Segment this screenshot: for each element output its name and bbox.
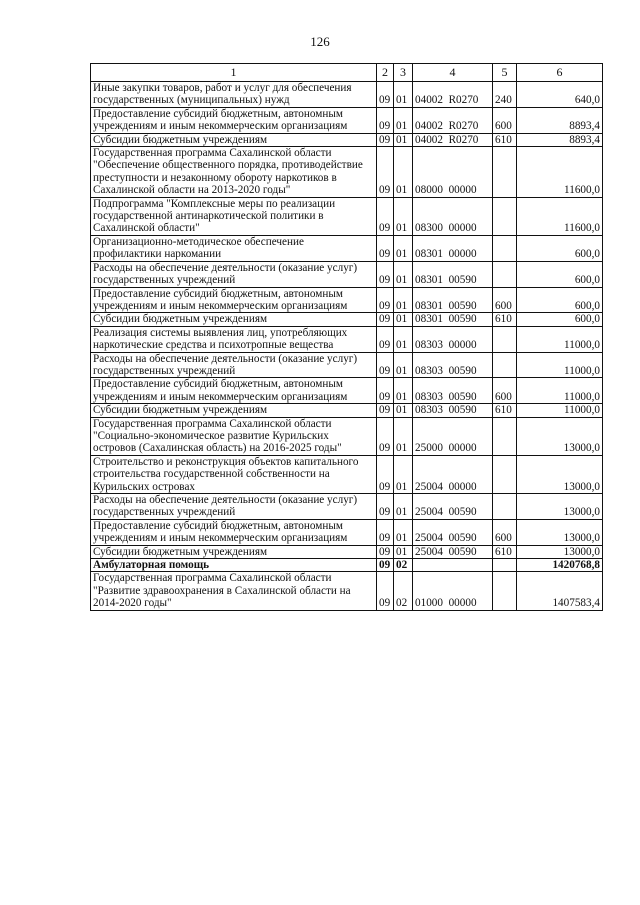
row-name-cell: Предоставление субсидий бюджетным, автономным учреждениям и иным некоммерческим организациям — [91, 287, 377, 313]
expense-type-cell — [493, 417, 517, 455]
expense-type-cell: 600 — [493, 287, 517, 313]
expense-type-cell — [493, 197, 517, 235]
table-row — [91, 261, 603, 287]
subsection-code-cell: 01 — [394, 82, 413, 108]
subsection-code-cell: 01 — [394, 287, 413, 313]
expense-type-cell: 610 — [493, 404, 517, 417]
table-row — [91, 235, 603, 261]
row-name-cell: Субсидии бюджетным учреждениям — [91, 133, 377, 146]
row-name-cell: Предоставление субсидий бюджетным, автономным учреждениям и иным некоммерческим организациям — [91, 107, 377, 133]
expense-type-cell — [493, 572, 517, 610]
target-item-code-cell: 08000 00000 — [413, 147, 493, 198]
row-name-cell: Расходы на обеспечение деятельности (оказание услуг) государственных учреждений — [91, 494, 377, 520]
target-item-code-cell: 08303 00590 — [413, 378, 493, 404]
amount-cell: 8893,4 — [517, 107, 603, 133]
row-name-cell: Строительство и реконструкция объектов капитального строительства государственной собственности на Курильских островах — [91, 455, 377, 493]
budget-table — [90, 63, 603, 611]
row-name-cell: Субсидии бюджетным учреждениям — [91, 545, 377, 558]
table-row — [91, 572, 603, 610]
expense-type-cell: 610 — [493, 545, 517, 558]
section-code-cell: 09 — [377, 404, 394, 417]
target-item-code-cell: 04002 R0270 — [413, 107, 493, 133]
expense-type-cell — [493, 455, 517, 493]
target-item-code-cell: 04002 R0270 — [413, 133, 493, 146]
target-item-code-cell: 08301 00590 — [413, 313, 493, 326]
section-code-cell: 09 — [377, 133, 394, 146]
column-header: 5 — [493, 64, 517, 82]
amount-cell: 13000,0 — [517, 455, 603, 493]
target-item-code-cell: 08300 00000 — [413, 197, 493, 235]
target-item-code-cell: 25000 00000 — [413, 417, 493, 455]
subsection-code-cell: 01 — [394, 235, 413, 261]
target-item-code-cell: 25004 00590 — [413, 494, 493, 520]
subsection-code-cell: 01 — [394, 404, 413, 417]
row-name-cell: Расходы на обеспечение деятельности (оказание услуг) государственных учреждений — [91, 352, 377, 378]
amount-cell: 13000,0 — [517, 519, 603, 545]
amount-cell: 8893,4 — [517, 133, 603, 146]
target-item-code-cell: 25004 00590 — [413, 519, 493, 545]
target-item-code-cell: 01000 00000 — [413, 572, 493, 610]
section-code-cell: 09 — [377, 378, 394, 404]
table-row — [91, 287, 603, 313]
subsection-code-cell: 01 — [394, 147, 413, 198]
column-header: 3 — [394, 64, 413, 82]
table-row — [91, 417, 603, 455]
row-name-cell: Реализация системы выявления лиц, употребляющих наркотические средства и психотропные вещества — [91, 326, 377, 352]
expense-type-cell: 240 — [493, 82, 517, 108]
section-code-cell: 09 — [377, 572, 394, 610]
column-header: 6 — [517, 64, 603, 82]
table-row — [91, 197, 603, 235]
table-header-row — [91, 64, 603, 82]
subsection-code-cell: 01 — [394, 326, 413, 352]
section-code-cell: 09 — [377, 235, 394, 261]
subsection-code-cell: 01 — [394, 455, 413, 493]
column-header: 4 — [413, 64, 493, 82]
table-row — [91, 378, 603, 404]
amount-cell: 11600,0 — [517, 147, 603, 198]
table-body — [91, 82, 603, 611]
section-code-cell: 09 — [377, 545, 394, 558]
subsection-code-cell: 01 — [394, 261, 413, 287]
row-name-cell: Организационно-методическое обеспечение профилактики наркомании — [91, 235, 377, 261]
subsection-code-cell: 01 — [394, 352, 413, 378]
section-code-cell: 09 — [377, 82, 394, 108]
section-code-cell: 09 — [377, 519, 394, 545]
subsection-code-cell: 01 — [394, 107, 413, 133]
subsection-code-cell: 01 — [394, 417, 413, 455]
amount-cell: 13000,0 — [517, 417, 603, 455]
amount-cell: 13000,0 — [517, 545, 603, 558]
column-header: 2 — [377, 64, 394, 82]
row-name-cell: Иные закупки товаров, работ и услуг для обеспечения государственных (муниципальных) нужд — [91, 82, 377, 108]
row-name-cell: Субсидии бюджетным учреждениям — [91, 313, 377, 326]
section-code-cell: 09 — [377, 352, 394, 378]
target-item-code-cell: 08303 00590 — [413, 404, 493, 417]
table-row — [91, 313, 603, 326]
table-row — [91, 352, 603, 378]
row-name-cell: Государственная программа Сахалинской области "Социально-экономическое развитие Курильских островов (Сахалинская область) на 2016-2025 годы" — [91, 417, 377, 455]
section-code-cell: 09 — [377, 107, 394, 133]
table-row — [91, 545, 603, 558]
table-row — [91, 559, 603, 572]
target-item-code-cell: 04002 R0270 — [413, 82, 493, 108]
table-row — [91, 404, 603, 417]
section-code-cell: 09 — [377, 417, 394, 455]
column-header: 1 — [91, 64, 377, 82]
amount-cell: 640,0 — [517, 82, 603, 108]
row-name-cell: Субсидии бюджетным учреждениям — [91, 404, 377, 417]
subsection-code-cell: 01 — [394, 494, 413, 520]
expense-type-cell: 600 — [493, 378, 517, 404]
amount-cell: 11600,0 — [517, 197, 603, 235]
expense-type-cell: 600 — [493, 107, 517, 133]
target-item-code-cell — [413, 559, 493, 572]
expense-type-cell — [493, 326, 517, 352]
subsection-code-cell: 01 — [394, 313, 413, 326]
row-name-cell: Подпрограмма "Комплексные меры по реализации государственной антинаркотической политики в Сахалинской области" — [91, 197, 377, 235]
subsection-code-cell: 01 — [394, 378, 413, 404]
amount-cell: 1407583,4 — [517, 572, 603, 610]
table-row — [91, 107, 603, 133]
page-number: 126 — [310, 34, 330, 49]
expense-type-cell: 610 — [493, 133, 517, 146]
subsection-code-cell: 02 — [394, 572, 413, 610]
amount-cell: 11000,0 — [517, 378, 603, 404]
expense-type-cell: 600 — [493, 519, 517, 545]
row-name-cell: Государственная программа Сахалинской области "Обеспечение общественного порядка, противодействие преступности и незаконному обороту наркотиков в Сахалинской области на 2013-2020 годы" — [91, 147, 377, 198]
expense-type-cell — [493, 494, 517, 520]
amount-cell: 600,0 — [517, 313, 603, 326]
target-item-code-cell: 08303 00000 — [413, 326, 493, 352]
amount-cell: 600,0 — [517, 287, 603, 313]
amount-cell: 13000,0 — [517, 494, 603, 520]
section-code-cell: 09 — [377, 287, 394, 313]
expense-type-cell — [493, 352, 517, 378]
section-code-cell: 09 — [377, 147, 394, 198]
amount-cell: 1420768,8 — [517, 559, 603, 572]
target-item-code-cell: 08301 00590 — [413, 287, 493, 313]
table-row — [91, 519, 603, 545]
subsection-code-cell: 01 — [394, 197, 413, 235]
row-name-cell: Государственная программа Сахалинской области "Развитие здравоохранения в Сахалинской области на 2014-2020 годы" — [91, 572, 377, 610]
expense-type-cell — [493, 235, 517, 261]
row-name-cell: Предоставление субсидий бюджетным, автономным учреждениям и иным некоммерческим организациям — [91, 519, 377, 545]
subsection-code-cell: 02 — [394, 559, 413, 572]
target-item-code-cell: 08301 00000 — [413, 235, 493, 261]
target-item-code-cell: 25004 00590 — [413, 545, 493, 558]
amount-cell: 600,0 — [517, 261, 603, 287]
subsection-code-cell: 01 — [394, 519, 413, 545]
section-code-cell: 09 — [377, 313, 394, 326]
section-code-cell: 09 — [377, 455, 394, 493]
table-row — [91, 82, 603, 108]
table-row — [91, 494, 603, 520]
amount-cell: 11000,0 — [517, 352, 603, 378]
amount-cell: 11000,0 — [517, 404, 603, 417]
row-name-cell: Амбулаторная помощь — [91, 559, 377, 572]
expense-type-cell — [493, 147, 517, 198]
expense-type-cell — [493, 559, 517, 572]
row-name-cell: Расходы на обеспечение деятельности (оказание услуг) государственных учреждений — [91, 261, 377, 287]
table-row — [91, 455, 603, 493]
subsection-code-cell: 01 — [394, 133, 413, 146]
target-item-code-cell: 25004 00000 — [413, 455, 493, 493]
table-row — [91, 133, 603, 146]
row-name-cell: Предоставление субсидий бюджетным, автономным учреждениям и иным некоммерческим организациям — [91, 378, 377, 404]
target-item-code-cell: 08303 00590 — [413, 352, 493, 378]
amount-cell: 11000,0 — [517, 326, 603, 352]
section-code-cell: 09 — [377, 326, 394, 352]
target-item-code-cell: 08301 00590 — [413, 261, 493, 287]
section-code-cell: 09 — [377, 197, 394, 235]
section-code-cell: 09 — [377, 261, 394, 287]
subsection-code-cell: 01 — [394, 545, 413, 558]
section-code-cell: 09 — [377, 559, 394, 572]
expense-type-cell — [493, 261, 517, 287]
table-row — [91, 326, 603, 352]
section-code-cell: 09 — [377, 494, 394, 520]
amount-cell: 600,0 — [517, 235, 603, 261]
table-row — [91, 147, 603, 198]
expense-type-cell: 610 — [493, 313, 517, 326]
